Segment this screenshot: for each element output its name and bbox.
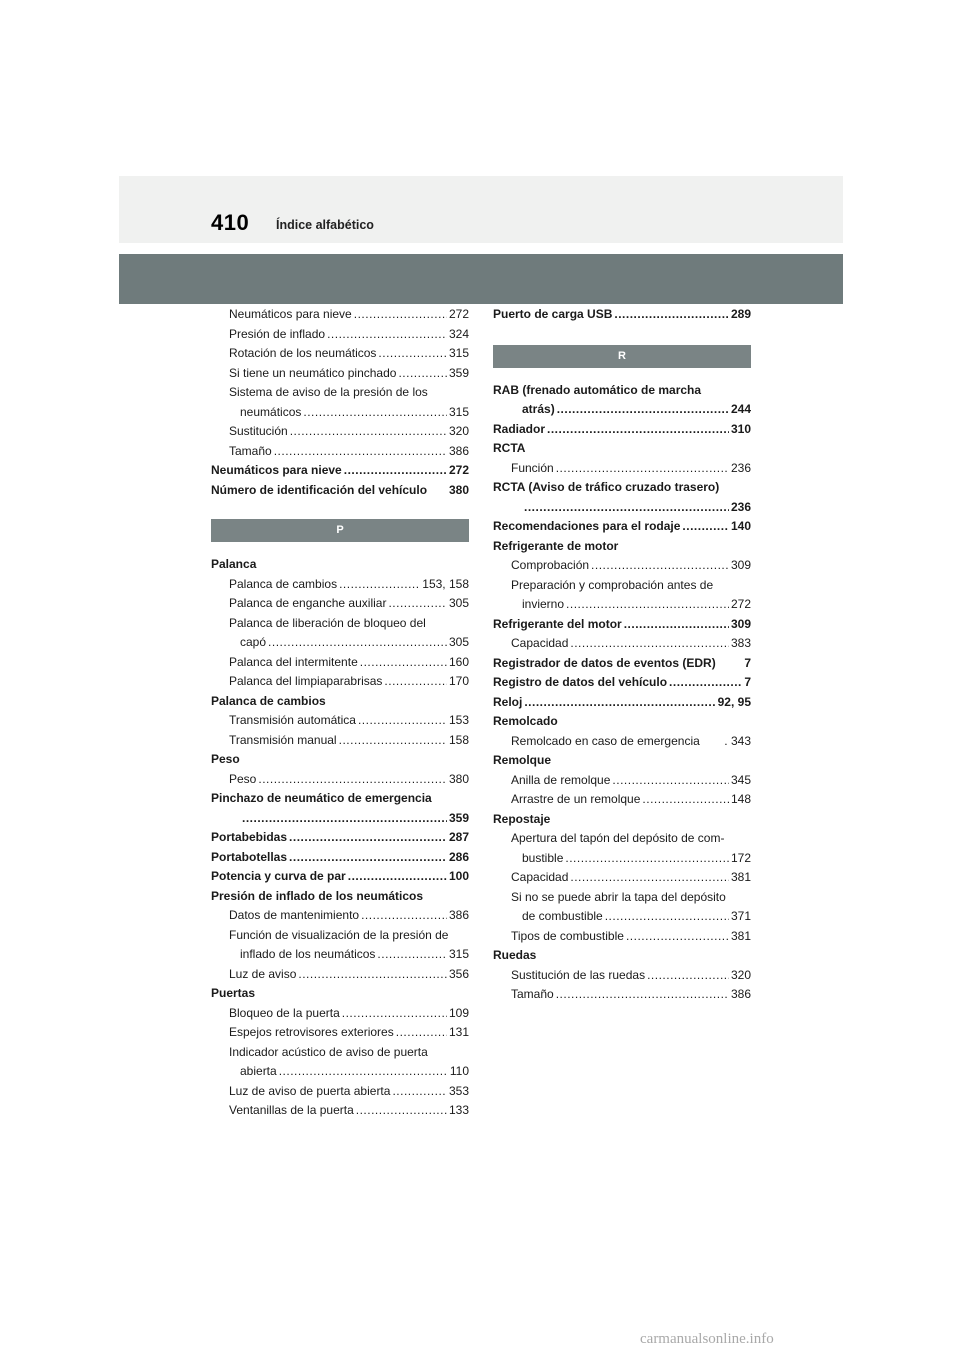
dot-leader (642, 790, 729, 810)
dot-leader (268, 633, 447, 653)
index-entry (493, 985, 751, 1005)
page-reference: 272 (448, 463, 469, 477)
page-reference: 289 (730, 307, 751, 321)
entry-text: inflado de los neumáticos (240, 947, 376, 961)
page-reference: 305 (448, 635, 469, 649)
index-entry-label: Palanca de cambios (211, 693, 326, 708)
index-entry (493, 868, 751, 888)
entry-text: Si tiene un neumático pinchado (229, 365, 397, 380)
entry-text: neumáticos (240, 404, 302, 419)
entry-text: Portabotellas (211, 849, 288, 864)
entry-text: invierno (522, 597, 565, 611)
index-entry-label: RCTA (493, 441, 526, 455)
page-reference: 386 (730, 987, 751, 1001)
index-entry (211, 770, 469, 790)
page-reference: 7 (744, 675, 751, 689)
entry-text: Datos de mantenimiento (229, 908, 360, 922)
dot-leader (398, 364, 447, 384)
index-entry (493, 459, 751, 479)
index-entry (211, 653, 469, 673)
entry-text: Comprobación (511, 558, 590, 572)
entry-text: Transmisión automática (229, 713, 356, 727)
entry-text: Tamaño (511, 987, 554, 1001)
page-reference: 158 (448, 732, 469, 747)
page-number: 410 (211, 210, 250, 235)
index-entry (211, 1062, 469, 1082)
entry-text: capó (240, 635, 267, 649)
dot-leader (274, 442, 447, 462)
entry-text: Registrador de datos de eventos (EDR) (493, 655, 716, 670)
index-entry-label: Función de visualización de la presión de (229, 927, 449, 942)
entry-text: Rotación de los neumáticos (229, 346, 377, 360)
index-entry (211, 594, 469, 614)
page-reference: 359 (448, 365, 469, 380)
entries-left-top (211, 305, 469, 500)
index-entry (493, 693, 751, 713)
index-entry (211, 731, 469, 751)
entry-text: Sustitución (229, 424, 288, 438)
page-reference: 109 (448, 1005, 469, 1020)
entry-text: Arrastre de un remolque (511, 792, 641, 806)
section-title: Índice alfabético (276, 218, 374, 232)
page-reference: 386 (448, 443, 469, 458)
index-entry (211, 442, 469, 462)
index-entry (493, 927, 751, 947)
index-entry (493, 615, 751, 635)
index-entry-label: Ruedas (493, 948, 537, 962)
page-reference: 287 (448, 830, 469, 844)
page-reference: 244 (730, 402, 751, 416)
index-entry (211, 633, 469, 653)
dot-leader (626, 927, 729, 947)
page-reference: 371 (730, 909, 751, 923)
dot-leader (614, 305, 729, 325)
index-column-right (493, 305, 751, 1005)
index-entry-label: Refrigerante de motor (493, 538, 619, 553)
index-entry (493, 498, 751, 518)
index-entry (211, 672, 469, 692)
page-reference: 153, 158 (422, 576, 469, 591)
page-reference: 148 (730, 792, 751, 806)
dot-leader (327, 325, 447, 345)
entry-text: Presión de inflado (229, 326, 326, 341)
watermark: carmanualsonline.info (640, 1331, 774, 1347)
dot-leader (258, 770, 447, 790)
page-reference: 286 (448, 849, 469, 864)
page-reference: 309 (730, 616, 751, 631)
index-entry (211, 305, 469, 325)
page-reference: 140 (730, 519, 751, 533)
page-reference: 236 (730, 499, 751, 514)
page-reference: 359 (448, 810, 469, 825)
index-entry-label: Palanca de liberación de bloqueo del (229, 615, 426, 630)
entry-text: atrás) (522, 402, 555, 416)
entry-text: Remolcado en caso de emergencia (511, 733, 700, 748)
entries-r (493, 381, 751, 1005)
page-reference: 315 (448, 404, 469, 419)
index-entry (211, 828, 469, 848)
entry-text: Luz de aviso (229, 966, 297, 981)
dot-leader (556, 459, 729, 479)
dot-leader (384, 672, 447, 692)
page-reference: 381 (730, 870, 751, 884)
page-reference: 320 (448, 424, 469, 438)
entry-text: Neumáticos para nieve (229, 307, 352, 321)
page-reference: 381 (730, 928, 751, 943)
entry-text: Registro de datos del vehículo (493, 675, 668, 689)
index-entry-label: RCTA (Aviso de tráfico cruzado trasero) (493, 480, 720, 494)
index-entry-label: Palanca (211, 557, 257, 571)
index-entry (211, 461, 469, 481)
index-entry (211, 575, 469, 595)
index-entry-label: Peso (211, 752, 240, 766)
dot-leader (290, 422, 447, 442)
dot-leader (377, 945, 447, 965)
page-reference: 380 (448, 482, 469, 497)
entry-text: Tipos de combustible (511, 928, 624, 943)
dot-leader (388, 594, 447, 614)
index-entry (211, 403, 469, 423)
index-entry (211, 965, 469, 985)
entry-text: Potencia y curva de par (211, 869, 346, 883)
dot-leader (342, 1004, 447, 1024)
index-entry-label: Indicador acústico de aviso de puerta (229, 1044, 428, 1059)
page-reference: 7 (744, 655, 751, 670)
dot-leader (605, 907, 729, 927)
index-column-left (211, 305, 469, 1121)
index-entry (211, 364, 469, 384)
entry-text: Tamaño (229, 443, 272, 458)
entry-text: Capacidad (511, 870, 569, 884)
index-entry (211, 906, 469, 926)
index-entry (493, 771, 751, 791)
page-reference: 153 (448, 713, 469, 727)
entry-text: Palanca de cambios (229, 576, 338, 591)
dot-leader (303, 403, 447, 423)
dot-leader (682, 517, 729, 537)
letter-divider-p: P (211, 519, 469, 542)
dot-leader (547, 420, 729, 440)
entry-text: Anilla de remolque (511, 772, 611, 787)
page-reference: 170 (448, 674, 469, 688)
entries-right-top (493, 305, 751, 325)
dot-leader (566, 595, 729, 615)
page-reference: 92, 95 (717, 694, 751, 709)
page-reference: 309 (730, 558, 751, 572)
page-reference: 356 (448, 966, 469, 981)
entries-p (211, 555, 469, 1121)
dot-leader (339, 575, 420, 595)
dot-leader (356, 1101, 447, 1121)
dot-leader (289, 848, 447, 868)
entry-text: Reloj (493, 694, 523, 709)
dot-leader (565, 849, 729, 869)
page-reference: 133 (448, 1103, 469, 1117)
header-band (119, 254, 843, 304)
index-entry-label: RAB (frenado automático de marcha (493, 382, 702, 397)
index-entry (493, 595, 751, 615)
dot-leader (570, 634, 729, 654)
page-reference: 236 (730, 460, 751, 475)
dot-leader (669, 673, 742, 693)
page-reference: 110 (449, 1064, 469, 1078)
index-entry (211, 1004, 469, 1024)
entry-text: Ventanillas de la puerta (229, 1103, 354, 1117)
page-reference: 272 (448, 307, 469, 321)
dot-leader (624, 615, 729, 635)
index-entry (493, 732, 751, 752)
dot-leader (361, 906, 447, 926)
entry-text: Bloqueo de la puerta (229, 1005, 340, 1020)
dot-leader (524, 498, 729, 518)
index-entry (211, 711, 469, 731)
dot-leader (612, 771, 729, 791)
dot-leader (392, 1082, 447, 1102)
index-entry (493, 673, 751, 693)
dot-leader (344, 461, 447, 481)
page-reference: 305 (448, 596, 469, 610)
entry-text: Función (511, 460, 554, 475)
entry-text: Espejos retrovisores exteriores (229, 1025, 394, 1039)
entry-text: Peso (229, 771, 257, 786)
entry-text: Puerto de carga USB (493, 307, 613, 321)
entry-text: Palanca del limpiaparabrisas (229, 674, 383, 688)
index-entry (211, 422, 469, 442)
index-entry (493, 634, 751, 654)
dot-leader (556, 985, 729, 1005)
page-reference: 386 (448, 908, 469, 922)
page-reference: 315 (448, 346, 469, 360)
index-entry (493, 400, 751, 420)
dot-leader (524, 693, 715, 713)
entry-text: Transmisión manual (229, 732, 337, 747)
dot-leader (378, 344, 447, 364)
page-reference: 100 (448, 869, 469, 883)
page-reference: 272 (730, 597, 751, 611)
index-entry (493, 654, 751, 674)
index-entry-label: Sistema de aviso de la presión de los (229, 385, 428, 399)
page-reference: 131 (448, 1025, 469, 1039)
index-entry (493, 907, 751, 927)
page-reference: 315 (448, 947, 469, 961)
entry-text: Neumáticos para nieve (211, 463, 342, 477)
dot-leader (289, 828, 447, 848)
index-entry (493, 556, 751, 576)
page-reference: 380 (448, 771, 469, 786)
index-entry-label: Preparación y comprobación antes de (511, 577, 714, 592)
dot-leader (570, 868, 729, 888)
index-entry-label: Remolcado (493, 714, 558, 728)
page-reference: . 343 (724, 733, 751, 748)
index-entry-label: Pinchazo de neumático de emergencia (211, 791, 432, 805)
entry-text: abierta (240, 1064, 277, 1078)
index-entry (493, 849, 751, 869)
page-reference: 310 (730, 421, 751, 436)
entry-text: bustible (522, 850, 564, 865)
index-entry (211, 867, 469, 887)
page-reference: 324 (448, 326, 469, 341)
entry-text: Palanca del intermitente (229, 654, 358, 669)
entry-text: Capacidad (511, 636, 569, 650)
index-entry (211, 344, 469, 364)
dot-leader (354, 305, 447, 325)
index-entry-label: Apertura del tapón del depósito de com- (511, 831, 725, 845)
page-reference: 320 (730, 967, 751, 982)
dot-leader (396, 1023, 447, 1043)
index-entry (493, 966, 751, 986)
entry-text: Número de identificación del vehículo (211, 482, 428, 497)
dot-leader (557, 400, 729, 420)
page-reference: 172 (730, 850, 751, 865)
index-entry (211, 1082, 469, 1102)
dot-leader (358, 711, 447, 731)
dot-leader (647, 966, 729, 986)
entry-text: Radiador (493, 421, 546, 436)
page-reference: 160 (448, 654, 469, 669)
index-entry (211, 1101, 469, 1121)
entry-text: Palanca de enganche auxiliar (229, 596, 387, 610)
dot-leader (279, 1062, 448, 1082)
dot-leader (298, 965, 447, 985)
entry-text: Recomendaciones para el rodaje (493, 519, 681, 533)
letter-divider-r: R (493, 345, 751, 368)
index-entry-label: Puertas (211, 986, 256, 1000)
page-reference: 345 (730, 772, 751, 787)
entry-text: Sustitución de las ruedas (511, 967, 646, 982)
index-entry-label: Si no se puede abrir la tapa del depósito (511, 889, 726, 904)
dot-leader (591, 556, 729, 576)
index-entry (493, 420, 751, 440)
index-entry (211, 1023, 469, 1043)
page-reference: 383 (730, 636, 751, 650)
index-entry (211, 945, 469, 965)
dot-leader (242, 809, 447, 829)
dot-leader (348, 867, 447, 887)
index-entry (493, 517, 751, 537)
entry-text: de combustible (522, 909, 603, 923)
dot-leader (360, 653, 447, 673)
index-entry (211, 848, 469, 868)
index-entry (211, 809, 469, 829)
entry-text: Refrigerante del motor (493, 616, 622, 631)
index-entry (211, 481, 469, 501)
dot-leader (339, 731, 447, 751)
index-entry (493, 305, 751, 325)
page-reference: 353 (448, 1083, 469, 1098)
index-entry-label: Remolque (493, 753, 552, 767)
index-entry (493, 790, 751, 810)
entry-text: Luz de aviso de puerta abierta (229, 1083, 391, 1098)
index-entry-label: Repostaje (493, 811, 551, 826)
index-entry (211, 325, 469, 345)
index-entry-label: Presión de inflado de los neumáticos (211, 888, 424, 903)
entry-text: Portabebidas (211, 830, 288, 844)
